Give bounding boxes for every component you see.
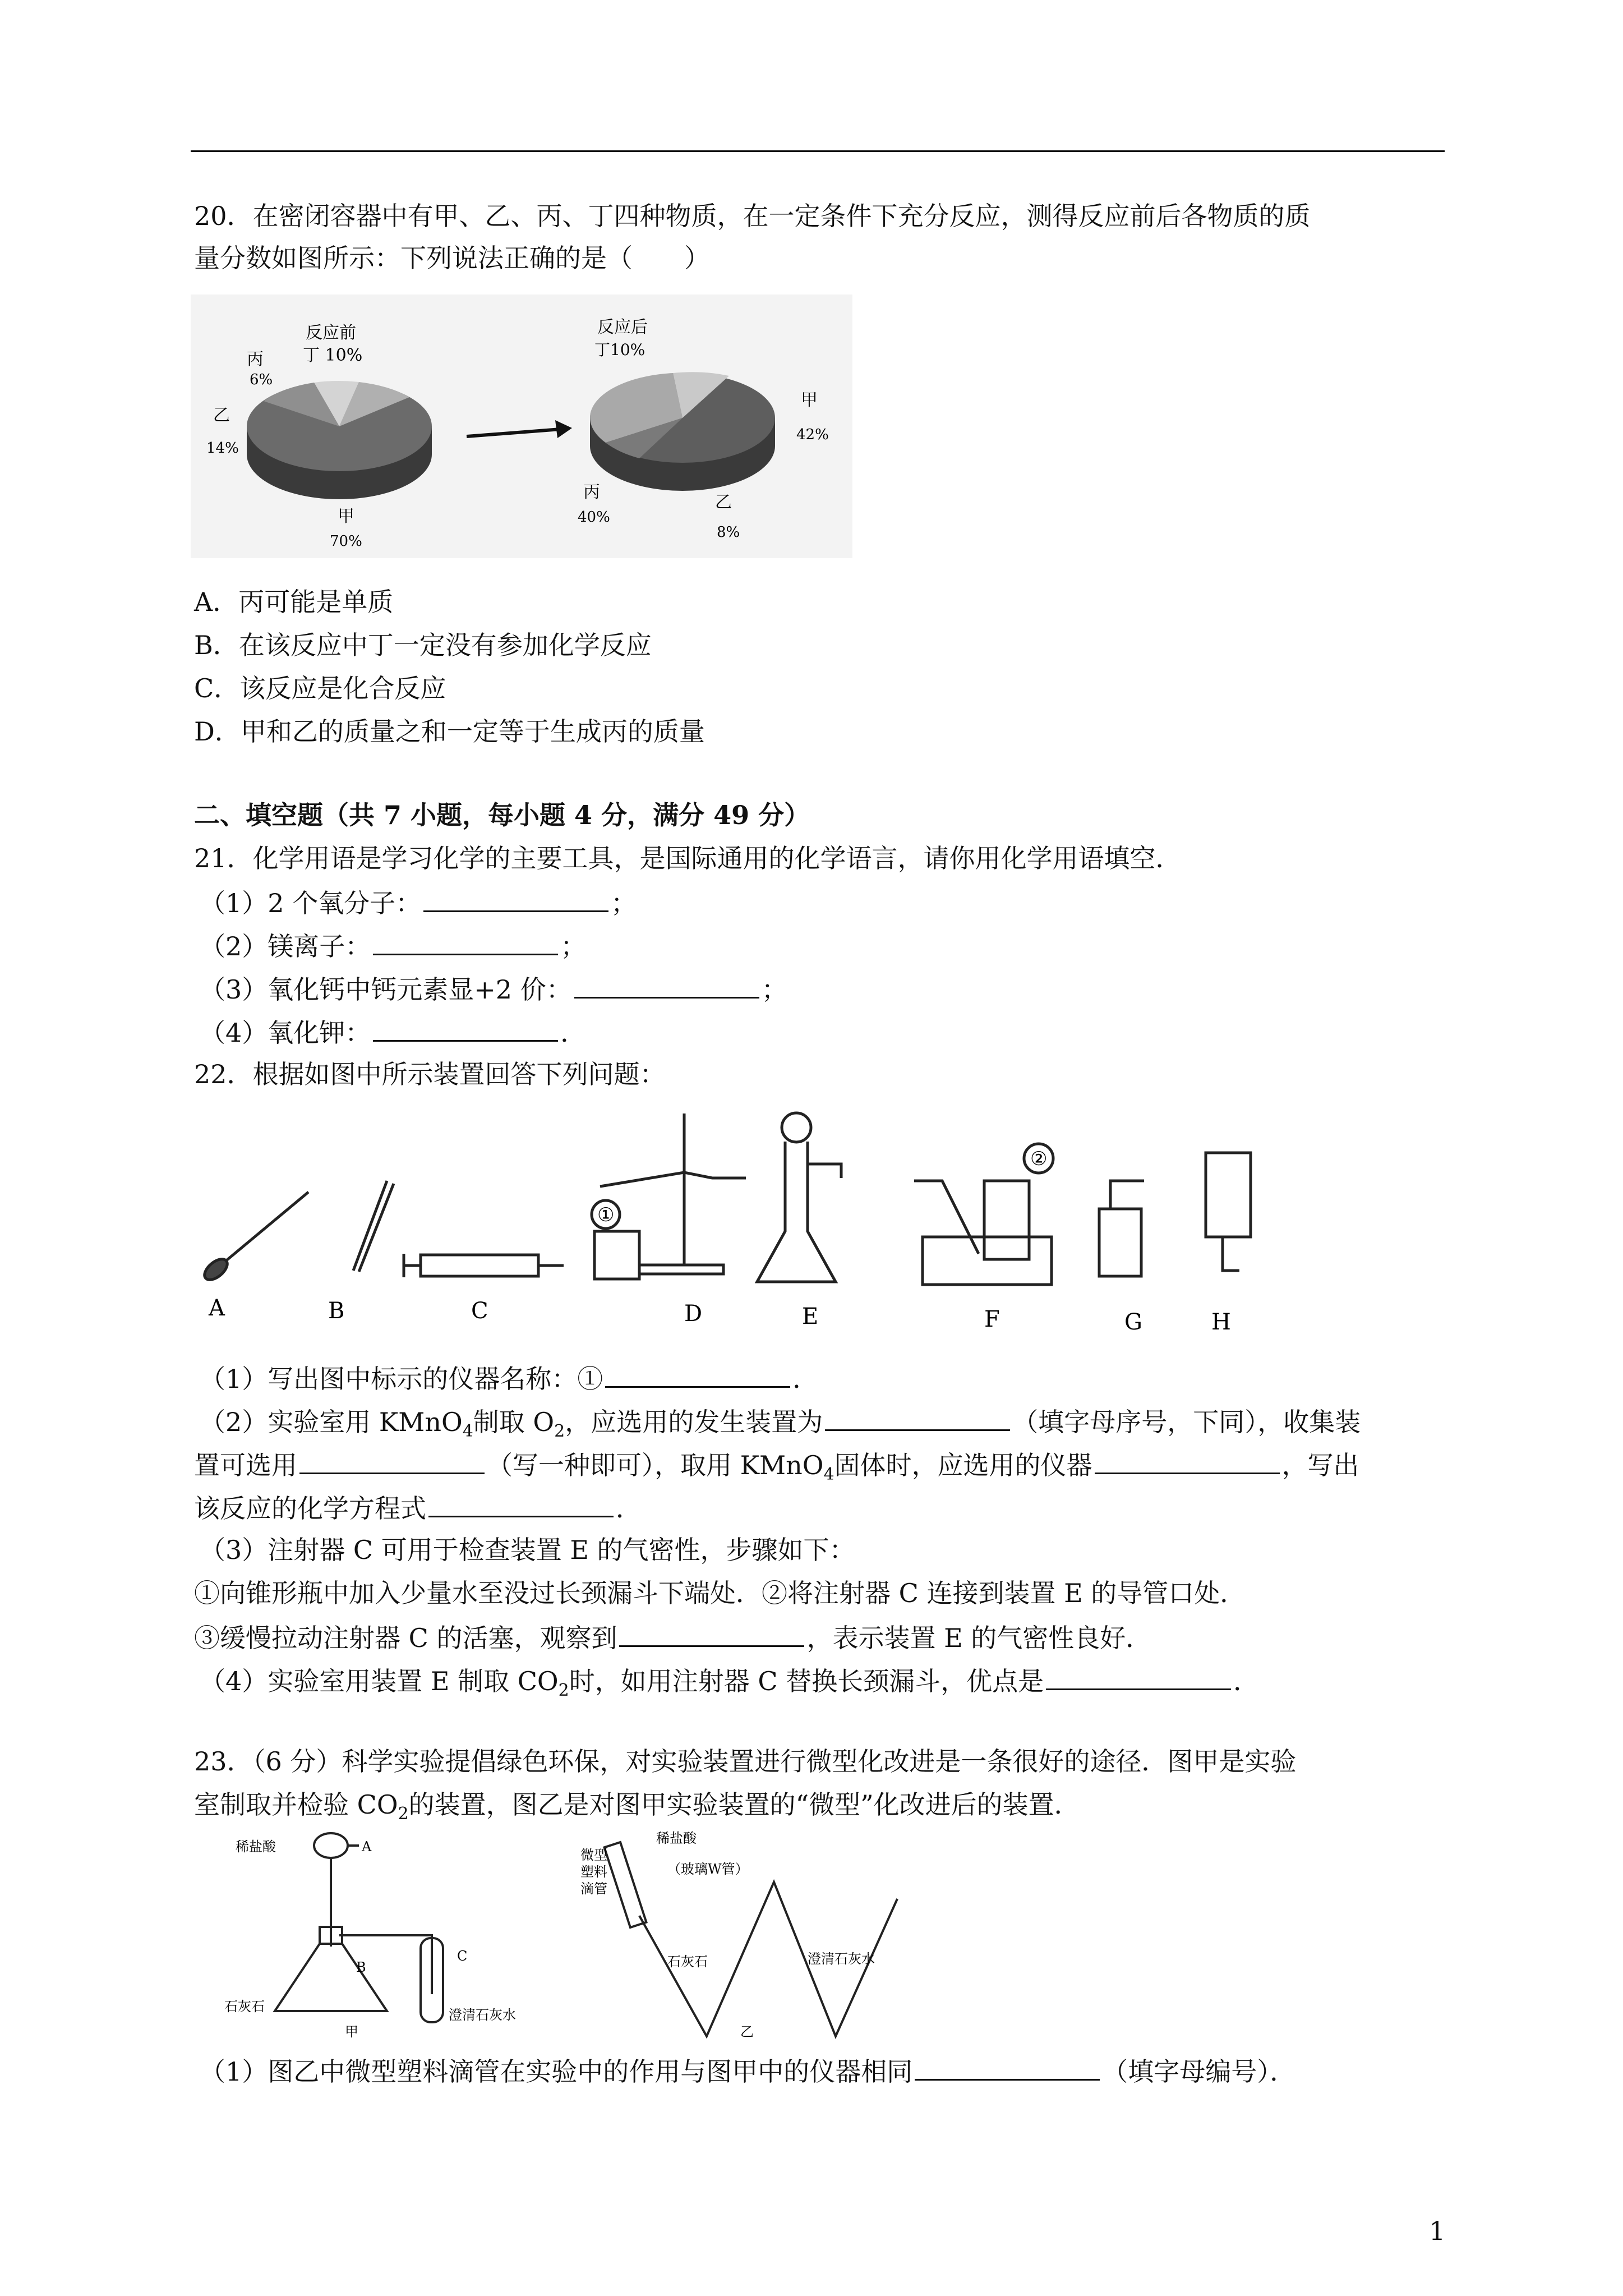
- answer-blank[interactable]: [373, 928, 558, 955]
- answer-blank[interactable]: [1046, 1663, 1231, 1690]
- jia-acid-label: 稀盐酸: [236, 1839, 276, 1855]
- answer-blank[interactable]: [605, 1360, 790, 1388]
- yi-dropper-3: 滴管: [580, 1881, 607, 1897]
- q21-stem: 21．化学用语是学习化学的主要工具，是国际通用的化学语言，请你用化学用语填空．: [194, 843, 1182, 873]
- yi-caption: 乙: [740, 2024, 754, 2040]
- answer-blank[interactable]: [373, 1014, 558, 1042]
- yi-dropper-1: 微型: [580, 1847, 607, 1863]
- q23-figure: [224, 1826, 920, 2042]
- jia-label-b: B: [356, 1959, 366, 1975]
- q23-part1: （1）图乙中微型塑料滴管在实验中的作用与图甲中的仪器相同 （填字母编号）．: [200, 2053, 1295, 2088]
- answer-blank[interactable]: [299, 1447, 485, 1474]
- pie-before: [247, 381, 432, 499]
- pie-after-label-yi: 8%: [717, 524, 740, 541]
- pie-after-name-bing: 丙: [583, 482, 600, 502]
- jia-water-label: 澄清石灰水: [449, 2007, 516, 2023]
- q20-stem-line2: 量分数如图所示：下列说法正确的是（ ）: [194, 243, 710, 273]
- q21-item4: （4）氧化钾： ．: [200, 1014, 586, 1050]
- jia-label-a: A: [362, 1839, 372, 1855]
- q20-option-a: A．丙可能是单质: [194, 587, 394, 617]
- answer-blank[interactable]: [574, 971, 759, 999]
- mark-1: ①: [597, 1204, 615, 1226]
- yi-dropper-2: 塑料: [580, 1864, 607, 1880]
- q21-item2: （2）镁离子： ；: [200, 928, 586, 963]
- pie-before-label-yi: 14%: [206, 440, 239, 457]
- pie-before-name-jia: 甲: [338, 507, 354, 526]
- q22-apparatus-figure: [191, 1102, 1290, 1343]
- q23-stem-line2: 室制取并检验 $CO_2$的装置，图乙是对图甲实验装置的“微型”化改进后的装置．: [194, 1789, 1080, 1824]
- q20-option-d: D．甲和乙的质量之和一定等于生成丙的质量: [194, 716, 705, 747]
- pie-after-name-jia: 甲: [801, 390, 818, 410]
- q22-part4: （4）实验室用装置 E 制取 $CO_2$时，如用注射器 C 替换长颈漏斗，优点是 ．: [200, 1663, 1259, 1708]
- answer-blank[interactable]: [423, 885, 608, 912]
- q22-part3-steps12: ①向锥形瓶中加入少量水至没过长颈漏斗下端处．②将注射器 C 连接到装置 E 的导管口处．: [194, 1578, 1246, 1608]
- label-f: F: [984, 1306, 1000, 1332]
- yi-acid-label: 稀盐酸: [656, 1830, 697, 1846]
- q20-stem-line1: 20．在密闭容器中有甲、乙、丙、丁四种物质，在一定条件下充分反应，测得反应前后各物质的质: [194, 201, 1311, 231]
- pie-after-label-bing: 40%: [578, 509, 610, 526]
- q22-part1: （1）写出图中标示的仪器名称：① ．: [200, 1360, 818, 1396]
- yi-water-label: 澄清石灰水: [808, 1951, 875, 1967]
- answer-blank[interactable]: [915, 2053, 1100, 2081]
- pie-before-name-bing: 丙: [247, 349, 264, 369]
- q22-part2-line3: 该反应的化学方程式 ．: [194, 1490, 642, 1525]
- answer-blank[interactable]: [1095, 1447, 1280, 1474]
- pie-before-label-bing: 6%: [250, 371, 273, 388]
- label-g: G: [1124, 1309, 1142, 1335]
- q22-stem: 22．根据如图中所示装置回答下列问题：: [194, 1059, 666, 1089]
- label-a: A: [209, 1295, 225, 1321]
- header-rule: [191, 150, 1445, 152]
- pie-after: [590, 372, 775, 491]
- label-d: D: [684, 1301, 703, 1327]
- pie-before-title: 反应前: [306, 323, 356, 343]
- q22-part2-line1: （2）实验室用 KMnO$_4$制取 $O_2$，应选用的发生装置为 （填字母序号，下同），收集装: [200, 1404, 1361, 1448]
- mark-2: ②: [1030, 1148, 1048, 1170]
- pie-before-label-ding: 丁 10%: [303, 346, 363, 365]
- label-b: B: [328, 1298, 345, 1324]
- q23-stem-line1: 23．（6 分）科学实验提倡绿色环保，对实验装置进行微型化改进是一条很好的途径．图甲是实验: [194, 1746, 1297, 1777]
- label-e: E: [802, 1304, 819, 1329]
- q20-pie-figure: [191, 295, 852, 558]
- yi-stone-label: 石灰石: [667, 1954, 708, 1970]
- q20-option-c: C．该反应是化合反应: [194, 673, 446, 703]
- answer-blank[interactable]: [825, 1404, 1010, 1431]
- pie-after-name-yi: 乙: [715, 493, 732, 512]
- answer-blank[interactable]: [619, 1619, 804, 1647]
- pie-after-label-jia: 42%: [796, 426, 829, 443]
- q20-option-b: B．在该反应中丁一定没有参加化学反应: [194, 630, 652, 660]
- pie-before-label-jia: 70%: [330, 533, 362, 550]
- q22-part3-step3: ③缓慢拉动注射器 C 的活塞，观察到 ，表示装置 E 的气密性良好．: [194, 1619, 1151, 1655]
- jia-stone-label: 石灰石: [224, 1999, 265, 2014]
- q22-part2-line2: 置可选用 （写一种即可），取用 KMnO$_4$固体时，应选用的仪器 ，写出: [194, 1447, 1359, 1492]
- section2-heading: 二、填空题（共 7 小题，每小题 4 分，满分 49 分）: [194, 800, 810, 830]
- pie-after-label-ding: 丁10%: [594, 341, 645, 359]
- answer-blank[interactable]: [428, 1490, 614, 1517]
- yi-tube-label: （玻璃W管）: [667, 1861, 749, 1877]
- q21-item3: （3）氧化钙中钙元素显+2 价： ；: [200, 971, 787, 1006]
- pie-before-name-yi: 乙: [213, 406, 230, 425]
- jia-label-c: C: [457, 1948, 468, 1964]
- page-number: 1: [1429, 2216, 1446, 2246]
- label-h: H: [1211, 1309, 1231, 1335]
- pie-after-title: 反应后: [597, 318, 648, 337]
- jia-caption: 甲: [345, 2024, 358, 2040]
- label-c: C: [471, 1298, 488, 1324]
- q21-item1: （1）2 个氧分子： ；: [200, 885, 637, 920]
- q22-part3: （3）注射器 C 可用于检查装置 E 的气密性，步骤如下：: [200, 1535, 855, 1565]
